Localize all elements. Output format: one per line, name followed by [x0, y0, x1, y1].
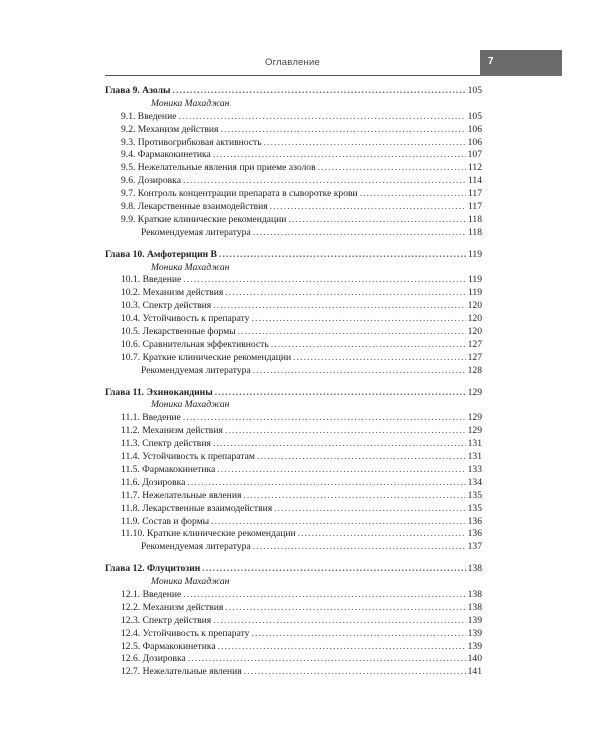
literature-entry[interactable]	[105, 541, 482, 554]
section-entry-label: 9.5. Нежелательные явления при приеме азолов	[121, 162, 316, 174]
section-entry[interactable]	[105, 111, 482, 124]
section-entry[interactable]	[105, 615, 482, 628]
section-entry-label: 12.6. Дозировка	[121, 653, 186, 665]
section-entry[interactable]	[105, 214, 482, 227]
chapter-title-entry[interactable]	[105, 249, 482, 262]
section-entry-label: 11.10. Краткие клинические рекомендации	[121, 528, 296, 540]
dot-leader	[187, 477, 465, 490]
section-entry-page-number: 120	[467, 326, 482, 338]
dot-leader	[172, 85, 465, 98]
dot-leader	[270, 201, 466, 214]
section-entry[interactable]	[105, 274, 482, 287]
dot-leader	[257, 451, 466, 464]
chapter-title-entry-label: Глава 12. Флуцитозин	[105, 563, 201, 575]
chapter-title-entry-label: Глава 9. Азолы	[105, 85, 171, 96]
section-entry[interactable]	[105, 313, 482, 326]
section-entry[interactable]	[105, 666, 482, 679]
chapter-block	[105, 249, 482, 378]
section-entry-page-number: 117	[467, 201, 482, 213]
section-entry-page-number: 106	[467, 123, 482, 135]
literature-entry-page-number: 128	[467, 364, 482, 376]
section-entry-label: 9.7. Контроль концентрации препарата в сыворотке крови	[121, 188, 358, 200]
section-entry-page-number: 138	[467, 588, 482, 600]
section-entry[interactable]	[105, 438, 482, 451]
dot-leader	[213, 149, 466, 162]
section-entry[interactable]	[105, 602, 482, 615]
section-entry-label: 11.4. Устойчивость к препаратам	[121, 451, 255, 463]
section-entry-page-number: 112	[467, 162, 482, 174]
literature-entry-page-number: 118	[467, 226, 482, 238]
chapter-title-entry-page-number: 119	[467, 248, 482, 260]
literature-entry-label: Рекомендуемая литература	[141, 226, 251, 238]
section-entry[interactable]	[105, 201, 482, 214]
dot-leader	[218, 641, 466, 654]
section-entry-page-number: 114	[467, 175, 482, 187]
section-entry-label: 10.4. Устойчивость к препарату	[121, 313, 250, 325]
section-entry-page-number: 106	[467, 136, 482, 148]
dot-leader	[211, 516, 465, 529]
section-entry-page-number: 129	[467, 425, 482, 437]
dot-leader	[264, 137, 466, 150]
dot-leader	[271, 339, 466, 352]
section-entry-page-number: 120	[467, 313, 482, 325]
section-entry-page-number: 135	[467, 489, 482, 501]
section-entry-label: 12.1. Введение	[121, 588, 182, 600]
section-entry-page-number: 127	[467, 338, 482, 350]
dot-leader	[360, 188, 466, 201]
section-entry-page-number: 139	[467, 627, 482, 639]
dot-leader	[219, 249, 466, 262]
dot-leader	[293, 352, 465, 365]
chapter-author: Моника Махаджан	[151, 261, 230, 273]
section-entry-page-number: 133	[467, 463, 482, 475]
dot-leader	[244, 666, 466, 679]
section-entry-label: 10.2. Механизм действия	[121, 287, 224, 299]
section-entry-label: 10.7. Краткие клинические рекомендации	[121, 351, 292, 363]
chapter-title-entry[interactable]	[105, 387, 482, 400]
section-entry[interactable]	[105, 589, 482, 602]
section-entry-page-number: 117	[467, 188, 482, 200]
literature-entry-page-number: 137	[467, 541, 482, 553]
chapter-author: Моника Махаджан	[151, 399, 230, 411]
section-entry-label: 9.6. Дозировка	[121, 175, 181, 187]
dot-leader	[217, 464, 465, 477]
dot-leader	[213, 300, 465, 313]
section-entry-page-number: 119	[467, 287, 482, 299]
literature-entry[interactable]	[105, 227, 482, 240]
section-entry-label: 10.6. Сравнительная эффективность	[121, 338, 269, 350]
dot-leader	[253, 541, 466, 554]
section-entry[interactable]	[105, 326, 482, 339]
section-entry[interactable]	[105, 464, 482, 477]
section-entry[interactable]	[105, 451, 482, 464]
section-entry-page-number: 107	[467, 149, 482, 161]
section-entry-label: 10.3. Спектр действия	[121, 300, 212, 312]
section-entry-page-number: 118	[467, 213, 482, 225]
dot-leader	[225, 602, 465, 615]
section-entry[interactable]	[105, 137, 482, 150]
dot-leader	[225, 287, 466, 300]
table-of-contents	[105, 85, 482, 688]
chapter-title-entry-page-number: 138	[467, 563, 482, 575]
section-entry-page-number: 140	[467, 653, 482, 665]
dot-leader	[251, 313, 465, 326]
section-entry-page-number: 138	[467, 601, 482, 613]
chapter-author: Моника Махаджан	[151, 576, 230, 588]
section-entry[interactable]	[105, 412, 482, 425]
section-entry-label: 10.1. Введение	[121, 274, 182, 286]
section-entry[interactable]	[105, 490, 482, 503]
section-entry-page-number: 127	[467, 351, 482, 363]
dot-leader	[298, 528, 466, 541]
section-entry[interactable]	[105, 162, 482, 175]
dot-leader	[274, 503, 465, 516]
section-entry-label: 12.5. Фармакокинетика	[121, 640, 216, 652]
section-entry-label: 12.2. Механизм действия	[121, 601, 224, 613]
dot-leader	[183, 412, 466, 425]
chapter-title-entry[interactable]	[105, 563, 482, 576]
section-entry-page-number: 134	[467, 476, 482, 488]
section-entry[interactable]	[105, 339, 482, 352]
chapter-title-entry-label: Глава 11. Эхинокандины	[105, 386, 213, 398]
page-number: 7	[488, 56, 494, 67]
section-entry-label: 11.6. Дозировка	[121, 476, 186, 488]
section-entry-label: 12.7. Нежелательные явления	[121, 666, 242, 678]
section-entry-page-number: 136	[467, 515, 482, 527]
literature-entry-label: Рекомендуемая литература	[141, 541, 251, 553]
chapter-block	[105, 85, 482, 240]
section-entry-page-number: 135	[467, 502, 482, 514]
section-entry-label: 11.8. Лекарственные взаимодействия	[121, 502, 273, 514]
section-entry-page-number: 141	[467, 666, 482, 678]
section-entry[interactable]	[105, 628, 482, 641]
dot-leader	[238, 326, 466, 339]
section-entry[interactable]	[105, 287, 482, 300]
section-entry-page-number: 120	[467, 300, 482, 312]
section-entry[interactable]	[105, 641, 482, 654]
section-entry-label: 12.3. Спектр действия	[121, 614, 212, 626]
chapter-block	[105, 387, 482, 555]
section-entry-label: 11.7. Нежелательные явления	[121, 489, 242, 501]
section-entry-label: 9.3. Противогрибковая активность	[121, 136, 262, 148]
dot-leader	[183, 274, 466, 287]
section-entry-page-number: 139	[467, 614, 482, 626]
page-number-tab	[480, 50, 562, 76]
chapter-title-entry-page-number: 129	[467, 386, 482, 398]
section-entry-label: 9.1. Введение	[121, 110, 177, 122]
section-entry-label: 12.4. Устойчивость к препарату	[121, 627, 250, 639]
section-entry[interactable]	[105, 477, 482, 490]
chapter-author: Моника Махаджан	[151, 97, 230, 109]
section-entry-label: 11.9. Состав и формы	[121, 515, 210, 527]
literature-entry-label: Рекомендуемая литература	[141, 364, 251, 376]
section-entry-label: 9.9. Краткие клинические рекомендации	[121, 213, 287, 225]
header-title: Оглавление	[265, 57, 320, 68]
chapter-title-entry[interactable]	[105, 85, 482, 98]
dot-leader	[243, 490, 465, 503]
section-entry[interactable]	[105, 516, 482, 529]
chapter-title-entry-page-number: 105	[467, 85, 482, 96]
section-entry[interactable]	[105, 503, 482, 516]
section-entry[interactable]	[105, 175, 482, 188]
section-entry-page-number: 139	[467, 640, 482, 652]
section-entry-label: 11.3. Спектр действия	[121, 438, 211, 450]
section-entry[interactable]	[105, 352, 482, 365]
dot-leader	[202, 563, 465, 576]
dot-leader	[225, 425, 466, 438]
section-entry-page-number: 136	[467, 528, 482, 540]
dot-leader	[251, 628, 465, 641]
section-entry-label: 10.5. Лекарственные формы	[121, 326, 236, 338]
section-entry-page-number: 119	[467, 274, 482, 286]
dot-leader	[253, 365, 466, 378]
dot-leader	[183, 175, 466, 188]
section-entry-label: 9.2. Механизм действия	[121, 123, 219, 135]
chapter-title-entry-label: Глава 10. Амфотерицин B	[105, 248, 217, 260]
section-entry[interactable]	[105, 528, 482, 541]
header-rule	[105, 75, 480, 76]
section-entry[interactable]	[105, 425, 482, 438]
section-entry-page-number: 131	[467, 438, 482, 450]
dot-leader	[215, 387, 466, 400]
section-entry-label: 11.1. Введение	[121, 412, 181, 424]
section-entry-label: 11.2. Механизм действия	[121, 425, 223, 437]
section-entry[interactable]	[105, 188, 482, 201]
section-entry-page-number: 131	[467, 451, 482, 463]
running-header	[105, 50, 480, 76]
dot-leader	[220, 124, 465, 137]
literature-entry[interactable]	[105, 365, 482, 378]
chapter-block	[105, 563, 482, 679]
dot-leader	[213, 615, 465, 628]
section-entry-page-number: 129	[467, 412, 482, 424]
section-entry[interactable]	[105, 149, 482, 162]
section-entry[interactable]	[105, 653, 482, 666]
section-entry[interactable]	[105, 300, 482, 313]
dot-leader	[318, 162, 466, 175]
dot-leader	[183, 589, 465, 602]
dot-leader	[288, 214, 466, 227]
section-entry-label: 9.8. Лекарственные взаимодействия	[121, 201, 268, 213]
section-entry[interactable]	[105, 124, 482, 137]
dot-leader	[178, 111, 465, 124]
section-entry-page-number: 105	[467, 110, 482, 122]
dot-leader	[213, 438, 466, 451]
dot-leader	[253, 227, 466, 240]
section-entry-label: 11.5. Фармакокинетика	[121, 463, 216, 475]
section-entry-label: 9.4. Фармакокинетика	[121, 149, 211, 161]
dot-leader	[188, 653, 466, 666]
